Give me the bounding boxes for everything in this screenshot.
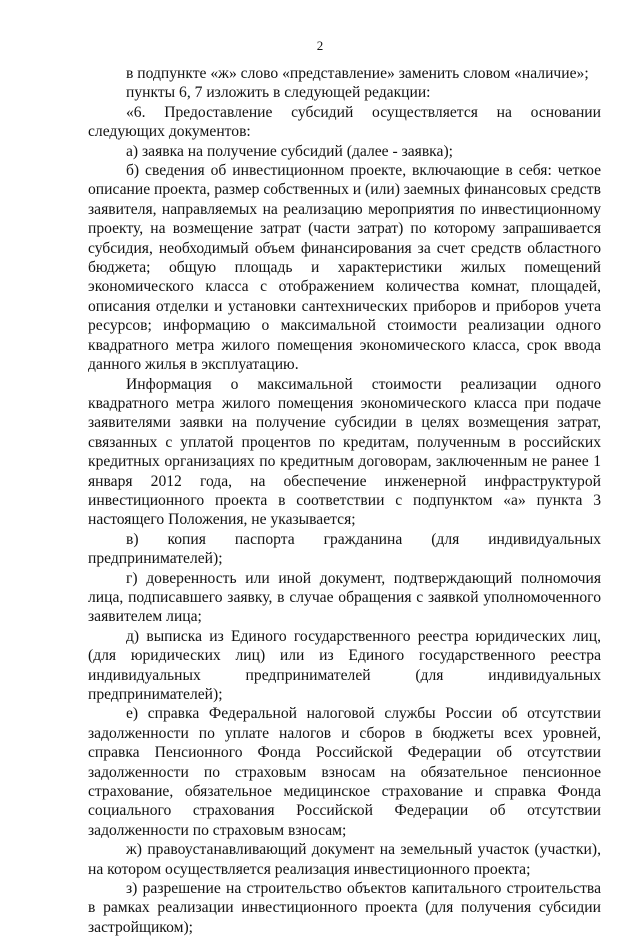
list-item-g: г) доверенность или иной документ, подтверждающий полномочия лица, подписавшего заявку, в случае обращения с заявкой уполномоченного заявителем лица; (88, 569, 601, 626)
list-item-d: д) выписка из Единого государственного реестра юридических лиц, (для юридических лиц) или из Единого государственного реестра индивидуальных предпринимателей (для индивидуальных предпринимателей); (88, 627, 601, 703)
document-body (88, 64, 601, 937)
paragraph-points-6-7: пункты 6, 7 изложить в следующей редакции: (126, 84, 431, 102)
list-item-b: б) сведения об инвестиционном проекте, включающие в себя: четкое описание проекта, размер собственных и (или) заемных финансовых средств заявителя, направляемых на реализацию мероприятия по инвестиционному проекту, на возмещение затрат (части затрат) по которому запрашивается субсидия, необходимый объем финансирования за счет средств областного бюджета; общую площадь и характеристики жилых помещений экономического класса с отображением количества комнат, площадей, описания отделки и установки сантехнических приборов и приборов учета ресурсов; информацию о максимальной стоимости реализации одного квадратного метра жилого помещения экономического класса, срок ввода данного жилья в эксплуатацию. (88, 162, 601, 374)
list-item-e: е) справка Федеральной налоговой службы России об отсутствии задолженности по уплате налогов и сборов в бюджеты всех уровней, справка Пенсионного Фонда Российской Федерации об отсутствии задолженности по страховым взносам на обязательное пенсионное страхование, обязательное медицинское страхование и справка Фонда социального страхования Российской Федерации об отсутствии задолженности по страховым взносам; (88, 705, 601, 839)
list-item-v: в) копия паспорта гражданина (для индивидуальных предпринимателей); (88, 530, 601, 568)
paragraph-price-info: Информация о максимальной стоимости реализации одного квадратного метра жилого помещения экономического класса при подаче заявителями заявки на получение субсидии в целях возмещения затрат, связанных с уплатой процентов по кредитам, полученным в российских кредитных организациях по кредитным договорам, заключенным не ранее 1 января 2012 года, на обеспечение инженерной инфраструктурой инвестиционного проекта в соответствии с подпунктом «а» пункта 3 настоящего Положения, не указывается; (88, 375, 601, 529)
list-item-a: а) заявка на получение субсидий (далее - заявка); (126, 142, 453, 160)
list-item-zh: ж) правоустанавливающий документ на земельный участок (участки), на котором осуществляется реализация инвестиционного проекта; (88, 841, 601, 878)
paragraph-amend-zh: в подпункте «ж» слово «представление» заменить словом «наличие»; (126, 65, 589, 82)
paragraph-point-6: «6. Предоставление субсидий осуществляется на основании следующих документов: (88, 103, 601, 141)
page-number: 2 (316, 38, 324, 53)
list-item-z: з) разрешение на строительство объектов капитального строительства в рамках реализации инвестиционного проекта (для получения субсидии застройщиком); (88, 880, 601, 936)
